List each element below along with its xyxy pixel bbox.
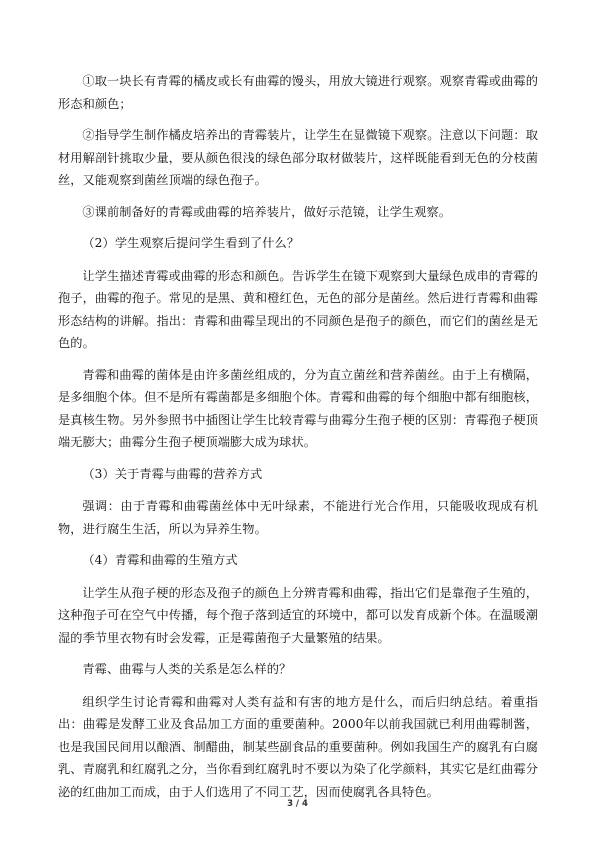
paragraph-nutrition: 强调：由于青霉和曲霉菌丝体中无叶绿素，不能进行光合作用，只能吸收现成有机物，进行腐生生活，所以为异养生物。 — [58, 499, 538, 536]
page-number: 3 / 4 — [287, 799, 308, 809]
section-heading-reproduction: （4）青霉和曲霉的生殖方式 — [82, 553, 238, 567]
section-heading-nutrition: （3）关于青霉与曲霉的营养方式 — [82, 466, 263, 481]
paragraph-make-slide: ②指导学生制作橘皮培养出的青霉装片，让学生在显微镜下观察。注意以下问题：取材用解剖针挑取少量，要从颜色很浅的绿色部分取材做装片，这样既能看到无色的分枝菌丝，又能观察到菌丝顶端的绿色孢子。 — [58, 128, 538, 187]
paragraph-describe-form: 让学生描述青霉或曲霉的形态和颜色。告诉学生在镜下观察到大量绿色成串的青霉的孢子，曲霉的孢子。常见的是黑、黄和橙红色，无色的部分是菌丝。然后进行青霉和曲霉形态结构的讲解。指出：青霉和曲霉呈现出的不同颜色是孢子的颜色，而它们的菌丝是无色的。 — [58, 268, 538, 350]
section-heading-observation-question: （2）学生观察后提问学生看到了什么？ — [82, 236, 300, 250]
paragraph-demo-slide: ③课前制备好的青霉或曲霉的培养装片，做好示范镜，让学生观察。 — [82, 204, 452, 219]
paragraph-reproduction: 让学生从孢子梗的形态及孢子的颜色上分辨青霉和曲霉，指出它们是靠孢子生殖的，这种孢子可在空气中传播，每个孢子落到适宜的环境中，都可以发育成新个体。在温暖潮湿的季节里衣物有时会发霉，正是霉菌孢子大量繁殖的结果。 — [58, 585, 538, 645]
paragraph-observe-mold: ①取一块长有青霉的橘皮或长有曲霉的馒头，用放大镜进行观察。观察青霉或曲霉的形态和颜色； — [58, 74, 538, 111]
paragraph-hyphae-structure: 青霉和曲霉的菌体是由许多菌丝组成的，分为直立菌丝和营养菌丝。由于上有横隔，是多细胞个体。但不是所有霉菌都是多细胞个体。青霉和曲霉的每个细胞中都有细胞核，是真核生物。另外参照书中插图让学生比较青霉与曲霉分生孢子梗的区别：青霉孢子梗顶端无膨大；曲霉分生孢子梗顶端膨大成为球状。 — [58, 367, 538, 449]
page-body — [58, 70, 538, 812]
section-heading-relation-humans: 青霉、曲霉与人类的关系是怎么样的？ — [82, 662, 292, 676]
paragraph-relation-humans: 组织学生讨论青霉和曲霉对人类有益和有害的地方是什么，而后归纳总结。着重指出：曲霉是发酵工业及食品加工方面的重要菌种。2000年以前我国就已利用曲霉制酱，也是我国民间用以酿酒、制醋曲，制某些副食品的重要菌种。例如我国生产的腐乳有白腐乳、青腐乳和红腐乳之分，当你看到红腐乳时不要以为染了化学颜料，其实它是红曲霉分泌的红曲加工而成，由于人们选用了不同工艺，因而使腐乳各具特色。 — [58, 694, 538, 799]
